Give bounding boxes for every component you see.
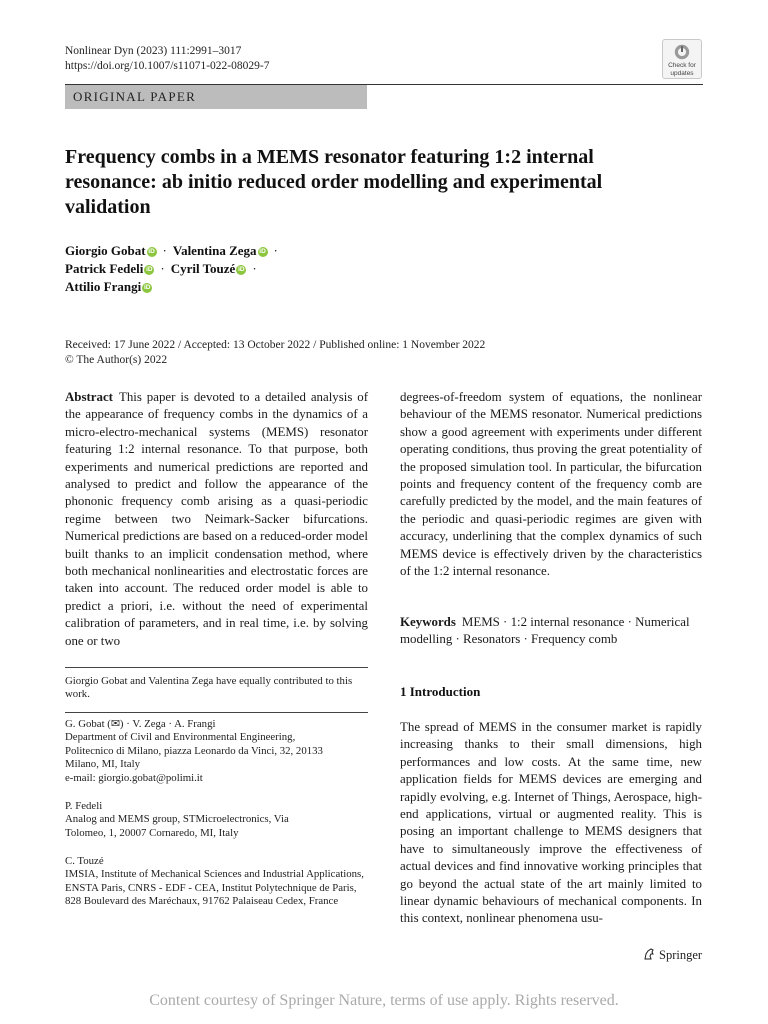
doi-link[interactable]: https://doi.org/10.1007/s11071-022-08029-7 xyxy=(65,60,270,72)
abstract-right: degrees-of-freedom system of equations, the nonlinear behaviour of the MEMS resonator. Numerical predictions show a good agreement with experiments under different operating conditions, thus proving the great potentiality of the proposed simulation tool. In particular, the bifurcation points and frequency content of the frequency comb are carefully predicted by the model, and the main features of the periodic and quasi-periodic regimes are given with accuracy, underlining that the complex dynamics of such MEMS device is effectively driven by the characteristics of the 1:2 internal resonance. xyxy=(400,390,702,579)
affiliation-names: P. Fedeli xyxy=(65,800,103,812)
affiliation-2 xyxy=(65,800,370,840)
email-link[interactable]: e-mail: giorgio.gobat@polimi.it xyxy=(65,771,203,784)
author-line-3 xyxy=(65,278,425,296)
orcid-icon[interactable]: iD xyxy=(143,284,151,292)
publisher-name: Springer xyxy=(659,948,703,962)
author-line-1 xyxy=(65,242,425,260)
orcid-icon[interactable]: iD xyxy=(148,248,155,256)
copyright: © The Author(s) 2022 xyxy=(65,353,168,366)
keywords xyxy=(400,614,702,649)
affiliation-3 xyxy=(65,855,370,909)
author-name[interactable]: Valentina Zega xyxy=(172,243,257,258)
affiliation-line: Politecnico di Milano, piazza Leonardo da Vinci, 32, 20133 xyxy=(65,744,323,757)
author-name[interactable]: Cyril Touzé xyxy=(170,261,236,276)
orcid-icon[interactable]: iD xyxy=(146,266,153,274)
introduction-heading: 1 Introduction xyxy=(400,684,481,699)
affiliation-line: Milano, MI, Italy xyxy=(65,758,140,771)
section-label: ORIGINAL PAPER xyxy=(73,89,197,104)
publication-dates xyxy=(65,338,485,367)
received-accepted-published: Received: 17 June 2022 / Accepted: 13 October 2022 / Published online: 1 November 2022 xyxy=(65,339,486,351)
abstract-label: Abstract xyxy=(65,390,113,404)
journal-citation: Nonlinear Dyn (2023) 111:2991–3017 xyxy=(65,45,242,57)
check-updates-icon xyxy=(673,43,691,61)
affiliation-names: G. Gobat (✉) · V. Zega · A. Frangi xyxy=(65,718,216,730)
affiliation-line: Department of Civil and Environmental Engineering, xyxy=(65,731,296,744)
affiliation-1 xyxy=(65,718,370,785)
journal-header xyxy=(65,44,269,74)
equal-contribution-note: Giorgio Gobat and Valentina Zega have equally contributed to this work. xyxy=(65,675,353,701)
check-for-updates-button[interactable] xyxy=(662,39,702,79)
affiliation-line: Tolomeo, 1, 20007 Cornaredo, MI, Italy xyxy=(65,826,239,839)
author-name[interactable]: Attilio Frangi xyxy=(65,279,142,294)
author-separator: · xyxy=(160,261,165,276)
keywords-text: MEMS · 1:2 internal resonance · Numerical modelling · Resonators · Frequency comb xyxy=(400,615,690,647)
introduction-text: The spread of MEMS in the consumer market is rapidly increasing thanks to their small dimensions, high performances and low costs. At the same time, new application fields for MEMS devices are emerging and rapidly evolving, e.g. Internet of Things, Aerospace, high-end applications, virtual or augmented reality. This is posing an important challenge to MEMS designers that have to simultaneously improve the effectiveness of actual devices and find innovative working principles that go beyond the actual state of the art mainly limited to linear dynamic behaviours of mechanical components. In this context, nonlinear phenomena usu- xyxy=(400,720,702,926)
author-separator: · xyxy=(252,261,257,276)
springer-horse-icon xyxy=(643,948,655,960)
footnote-rule xyxy=(65,667,368,668)
section-label-bar xyxy=(65,85,367,109)
paper-title: Frequency combs in a MEMS resonator featuring 1:2 internal resonance: ab initio reduced order modelling and experimental validation xyxy=(65,146,603,218)
abstract-left xyxy=(65,389,368,650)
affiliation-line: IMSIA, Institute of Mechanical Sciences and Industrial Applications, ENSTA Paris, CNRS - EDF - CEA, Institut Polytechnique de Paris, 828 Boulevard des Maréchaux, 91762 Palaiseau Cedex, France xyxy=(65,868,364,908)
affiliation-line: Analog and MEMS group, STMicroelectronics, Via xyxy=(65,813,289,826)
check-updates-line1: Check for xyxy=(668,62,696,69)
courtesy-notice: Content courtesy of Springer Nature, terms of use apply. Rights reserved. xyxy=(149,992,619,1009)
orcid-icon[interactable]: iD xyxy=(259,248,266,256)
check-updates-line2: updates xyxy=(670,70,694,77)
author-name[interactable]: Patrick Fedeli xyxy=(65,261,144,276)
author-line-2 xyxy=(65,260,425,278)
author-name[interactable]: Giorgio Gobat xyxy=(65,243,146,258)
affiliation-names: C. Touzé xyxy=(65,855,104,867)
author-list xyxy=(65,242,425,296)
abstract-text-left: This paper is devoted to a detailed analysis of the appearance of frequency combs in the dynamics of a micro-electro-mechanical systems (MEMS) resonator featuring 1:2 internal resonance. To that purpose, both experiments and numerical predictions are reported and analysed to predict and follow the appearance of the phononic frequency comb arising as a quasi-periodic regime between two Neimark-Sacker bifurcations. Numerical predictions are based on a reduced-order model built thanks to an implicit condensation method, where both mechanical nonlinearities and electrostatic forces are taken into account. The reduced order model is able to predict a priori, i.e. without the need of experimental calibration of parameters, and in real time, i.e. by solving one or two xyxy=(65,390,368,648)
footnote-rule xyxy=(65,712,368,713)
author-separator: · xyxy=(273,243,278,258)
keywords-label: Keywords xyxy=(400,615,456,629)
orcid-icon[interactable]: iD xyxy=(238,266,245,274)
publisher-logo xyxy=(643,948,702,963)
author-separator: · xyxy=(162,243,167,258)
